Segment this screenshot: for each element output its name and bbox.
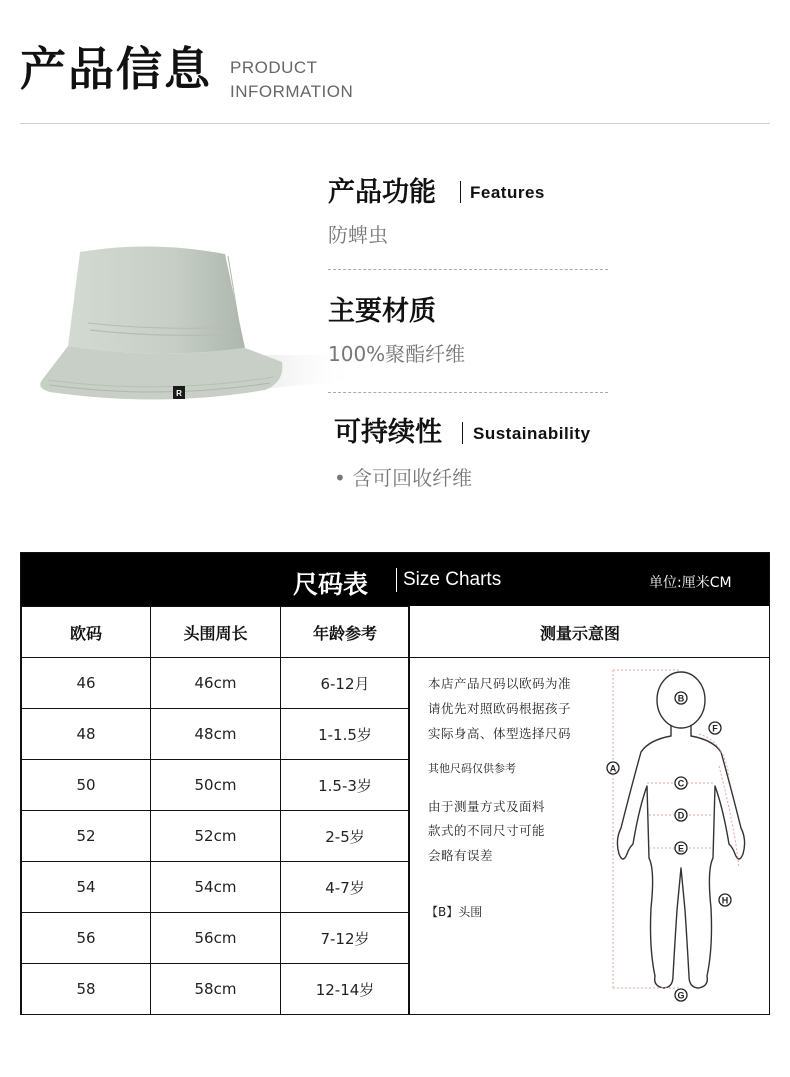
marker-a — [607, 762, 619, 774]
child-body-diagram — [599, 658, 759, 1008]
cell-head-circumference: 58cm — [151, 964, 281, 1015]
measurement-markers — [607, 692, 731, 1001]
features-title: 产品功能 — [328, 177, 436, 208]
table-row — [22, 709, 410, 760]
diagram-area — [408, 658, 770, 1014]
subtitle-line-1: PRODUCT — [230, 58, 318, 77]
features-title-separator — [460, 181, 461, 203]
features-divider — [328, 269, 608, 270]
bucket-hat-image — [30, 230, 360, 420]
child-silhouette — [617, 672, 744, 988]
cell-age: 12-14岁 — [281, 964, 410, 1015]
marker-g — [675, 989, 687, 1001]
sustainability-title-separator — [462, 422, 463, 444]
marker-h — [719, 894, 731, 906]
marker-f — [709, 722, 721, 734]
marker-label: A — [609, 763, 617, 774]
marker-d — [675, 809, 687, 821]
table-row — [22, 913, 410, 964]
cell-head-circumference: 52cm — [151, 811, 281, 862]
note-line-6: 款式的不同尺寸可能 — [428, 823, 546, 838]
diagram-header — [408, 606, 770, 658]
features-value: 防蜱虫 — [328, 223, 388, 247]
hat-label-text: R — [176, 389, 182, 398]
marker-label: H — [721, 895, 729, 906]
cell-head-circumference: 56cm — [151, 913, 281, 964]
note-line-7: 会略有误差 — [428, 848, 494, 863]
cell-eu-size: 56 — [22, 913, 151, 964]
marker-label: G — [677, 990, 685, 1001]
marker-label: F — [712, 723, 718, 734]
marker-label: B — [677, 693, 685, 704]
size-chart-header — [21, 553, 769, 606]
marker-e — [675, 842, 687, 854]
cell-head-circumference: 50cm — [151, 760, 281, 811]
material-divider — [328, 392, 608, 393]
marker-label: C — [677, 778, 685, 789]
cell-age: 1.5-3岁 — [281, 760, 410, 811]
size-chart-title-en: Size Charts — [403, 569, 502, 590]
sustainability-value: • 含可回收纤维 — [334, 466, 473, 490]
marker-label: D — [677, 810, 685, 821]
measurement-guides — [613, 670, 739, 988]
cell-age: 6-12月 — [281, 658, 410, 709]
cell-eu-size: 58 — [22, 964, 151, 1015]
size-chart — [20, 552, 770, 1015]
page-subtitle — [230, 56, 353, 104]
note-line-4: 其他尺码仅供参考 — [428, 762, 516, 775]
size-table — [21, 606, 410, 1015]
cell-head-circumference: 54cm — [151, 862, 281, 913]
cell-eu-size: 46 — [22, 658, 151, 709]
table-row — [22, 862, 410, 913]
note-line-1: 本店产品尺码以欧码为准 — [428, 676, 572, 691]
cell-eu-size: 50 — [22, 760, 151, 811]
column-header-head-circumference: 头围周长 — [151, 607, 281, 658]
table-row — [22, 760, 410, 811]
marker-c — [675, 777, 687, 789]
column-header-eu-size: 欧码 — [22, 607, 151, 658]
cell-eu-size: 48 — [22, 709, 151, 760]
note-line-2: 请优先对照欧码根据孩子 — [428, 701, 572, 716]
table-row — [22, 811, 410, 862]
table-row — [22, 964, 410, 1015]
marker-b — [675, 692, 687, 704]
material-title: 主要材质 — [328, 296, 436, 327]
column-header-age: 年龄参考 — [281, 607, 410, 658]
cell-head-circumference: 48cm — [151, 709, 281, 760]
note-line-5: 由于测量方式及面料 — [428, 799, 546, 814]
note-line-3: 实际身高、体型选择尺码 — [428, 726, 572, 741]
marker-label: E — [677, 843, 685, 854]
cell-head-circumference: 46cm — [151, 658, 281, 709]
material-value: 100%聚酯纤维 — [328, 342, 466, 366]
diagram-title: 测量示意图 — [540, 624, 621, 643]
page-title: 产品信息 — [20, 42, 212, 96]
sustainability-title: 可持续性 — [334, 417, 442, 448]
subtitle-line-2: INFORMATION — [230, 82, 354, 101]
cell-eu-size: 54 — [22, 862, 151, 913]
header-divider — [20, 123, 770, 124]
cell-age: 4-7岁 — [281, 862, 410, 913]
legend-head-circumference: 【B】头围 — [426, 905, 483, 919]
features-title-en: Features — [470, 183, 545, 202]
size-chart-title: 尺码表 — [293, 570, 369, 599]
cell-age: 1-1.5岁 — [281, 709, 410, 760]
cell-age: 7-12岁 — [281, 913, 410, 964]
cell-eu-size: 52 — [22, 811, 151, 862]
size-chart-unit: 单位:厘米CM — [649, 575, 732, 591]
cell-age: 2-5岁 — [281, 811, 410, 862]
table-row — [22, 658, 410, 709]
sustainability-title-en: Sustainability — [473, 424, 591, 443]
size-chart-title-separator — [396, 568, 397, 592]
